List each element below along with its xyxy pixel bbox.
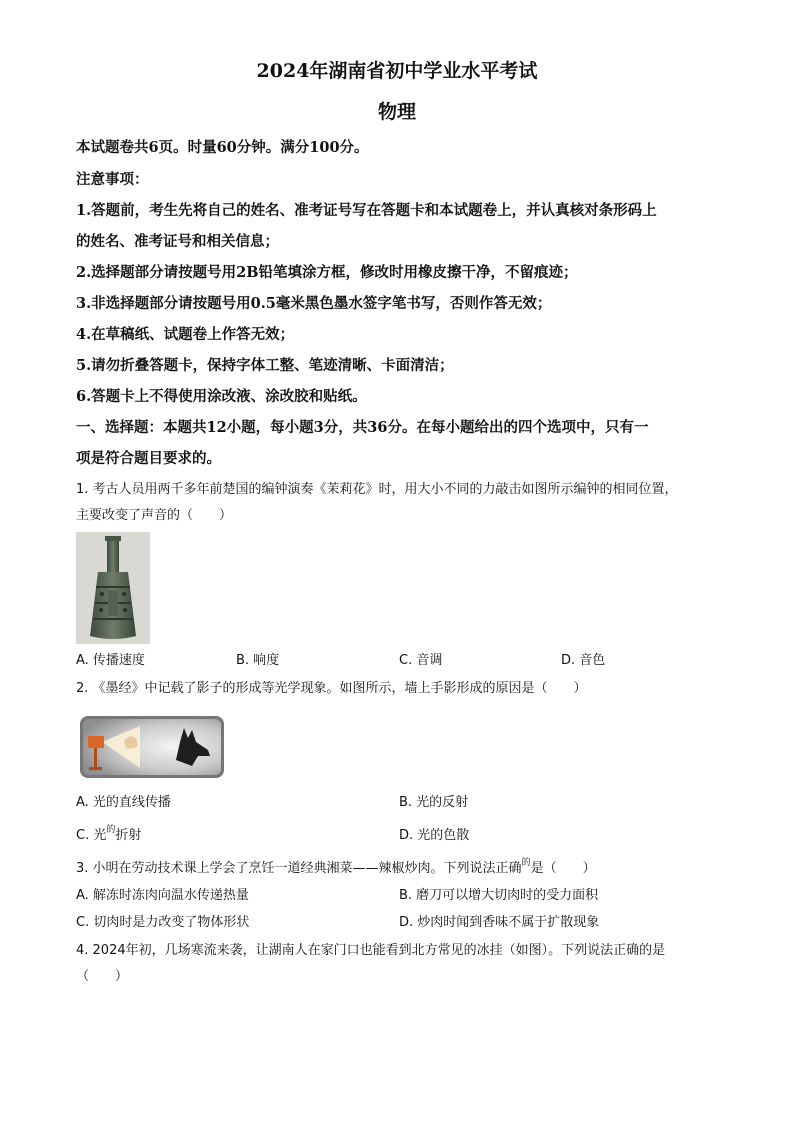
section-heading-cont: 项是符合题目要求的。 [76,450,221,467]
question-1-text: 1. 考古人员用两千多年前楚国的编钟演奏《茉莉花》时，用大小不同的力敲击如图所示编钟的相同位置， [76,482,678,497]
q1-option-c: C. 音调 [399,653,443,668]
q1-option-a: A. 传播速度 [76,653,145,668]
q3-option-c: C. 切肉时是力改变了物体形状 [76,915,250,930]
question-3-text: 3. 小明在劳动技术课上学会了烹饪一道经典湘菜——辣椒炒肉。下列说法正确$^的$是（ ） [76,858,596,876]
question-4-text: 4. 2024年初，几场寒流来袭，让湖南人在家门口也能看到北方常见的冰挂（如图）。下列说法正确的是 [76,943,666,958]
section-heading: 一、选择题：本题共12小题，每小题3分，共36分。在每小题给出的四个选项中，只有一 [76,419,649,436]
hand-shadow-image [80,716,224,778]
q2-option-d: D. 光的色散 [399,828,470,843]
bianzhong-bell-image [76,532,150,644]
question-4-text-cont: （ ） [76,969,129,984]
note-line: 3.非选择题部分请按题号用0.5毫米黑色墨水签字笔书写，否则作答无效； [76,295,552,312]
q1-option-b: B. 响度 [236,653,280,668]
q1-option-d: D. 音色 [561,653,606,668]
exam-title: 2024年湖南省初中学业水平考试 [256,60,538,82]
question-2-text: 2. 《墨经》中记载了影子的形成等光学现象。如图所示，墙上手影形成的原因是（ ） [76,681,587,696]
q3-option-a: A. 解冻时冻肉向温水传递热量 [76,888,249,903]
note-line: 4.在草稿纸、试题卷上作答无效； [76,326,295,343]
note-line: 5.请勿折叠答题卡，保持字体工整、笔迹清晰、卡面清洁； [76,357,454,374]
exam-info: 本试题卷共6页。时量60分钟。满分100分。 [76,139,369,156]
note-line: 1.答题前，考生先将自己的姓名、准考证号写在答题卡和本试题卷上，并认真核对条形码上 [76,202,657,219]
q3-option-b: B. 磨刀可以增大切肉时的受力面积 [399,888,599,903]
q3-option-d: D. 炒肉时闻到香味不属于扩散现象 [399,915,600,930]
q2-option-b: B. 光的反射 [399,795,469,810]
q2-option-a: A. 光的直线传播 [76,795,171,810]
q2-option-c: C. 光$^的$折射 [76,825,142,843]
note-line: 2.选择题部分请按题号用2B铅笔填涂方框，修改时用橡皮擦干净，不留痕迹； [76,264,578,281]
note-line: 的姓名、准考证号和相关信息； [76,233,279,250]
notes-title: 注意事项： [76,171,149,188]
question-1-text-cont: 主要改变了声音的（ ） [76,508,233,523]
note-line: 6.答题卡上不得使用涂改液、涂改胶和贴纸。 [76,388,367,405]
subject-title: 物理 [377,101,416,123]
